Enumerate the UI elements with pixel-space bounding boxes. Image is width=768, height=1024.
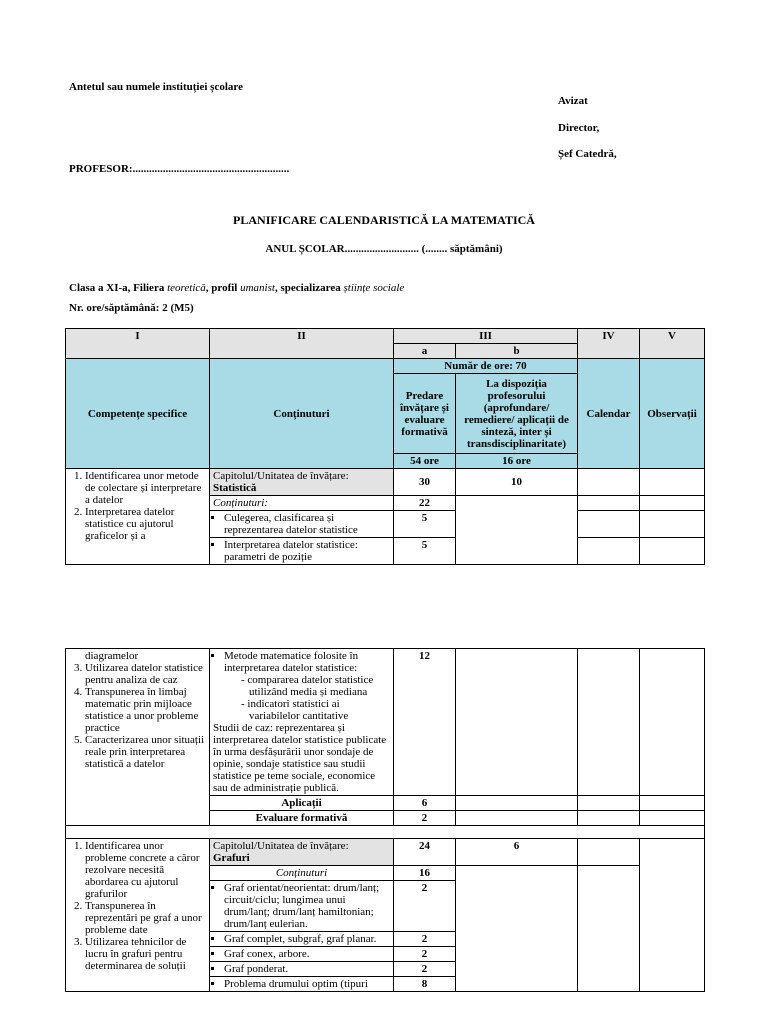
- content-item-hours: 5: [394, 538, 456, 565]
- content-item-text: ▪ Problema drumului optim (tipuri: [224, 978, 390, 990]
- nr-ore-header: Număr de ore: 70: [394, 359, 578, 374]
- observatii-header: Observații: [640, 359, 705, 469]
- content-item-text: ▪ Graf conex, arbore.: [224, 948, 390, 960]
- content-item-hours: 2: [394, 962, 456, 977]
- competente-header: Competențe specifice: [66, 359, 210, 469]
- chapter-cell-statistica: [210, 469, 394, 496]
- chapter-label: Capitolul/Unitatea de învățare:: [213, 470, 349, 482]
- col-iii-header: III: [394, 329, 578, 344]
- content-item-text: ▪ Culegerea, clasificarea și reprezentarea datelor statistice: [224, 512, 390, 536]
- empty-b-cell: [456, 649, 578, 796]
- competente-cell-2: [66, 649, 210, 826]
- observatii-cell: [640, 649, 705, 796]
- studiu-de-caz: Studii de caz: reprezentarea și interpretarea datelor statistice publicate în urma desfășurării unor sondaje de opinie, sondaje statistice sau studii statistice pe teme sociale, economice sau de administrație publică.: [213, 722, 387, 794]
- continuturi-hours: 16: [394, 866, 456, 881]
- school-year-line: ANUL ȘCOLAR........................... (........ săptămâni): [265, 243, 503, 255]
- empty-b-cell: [456, 496, 578, 565]
- calendar-cell: [578, 649, 640, 796]
- content-item-hours: 2: [394, 947, 456, 962]
- observatii-cell: [640, 538, 705, 565]
- sub-item: - indicatori statistici ai variabilelor cantitative: [249, 698, 390, 722]
- content-item-hours: 12: [394, 649, 456, 796]
- chapter-hours-a: 30: [394, 469, 456, 496]
- dispozitia-header: La dispoziția profesorului (aprofundare/ remediere/ aplicații de sinteză, inter și transdisciplinaritate): [456, 374, 578, 454]
- col-a-header: a: [394, 344, 456, 359]
- chapter-name: Statistică: [213, 482, 257, 494]
- content-item-text: ▪ Graf ponderat.: [224, 963, 390, 975]
- content-item: [210, 538, 394, 565]
- chapter-cell-grafuri: [210, 839, 394, 866]
- sub-item: - compararea datelor statistice utilizând media și mediana: [249, 674, 390, 698]
- empty-b-cell: [456, 811, 578, 826]
- chapter-label: Capitolul/Unitatea de învățare:: [213, 840, 349, 852]
- profil-text: , profil: [205, 282, 241, 294]
- competenta-item: 2. Interpretarea datelor statistice cu ajutorul graficelor și a: [85, 506, 206, 542]
- calendar-cell: [578, 811, 640, 826]
- observatii-cell: [640, 811, 705, 826]
- col-v-header: V: [640, 329, 705, 359]
- competenta-item: 1. Identificarea unor probleme concrete a căror rezolvare necesită abordarea cu ajutorul grafurilor: [85, 840, 206, 900]
- competenta-item: 3. Utilizarea tehnicilor de lucru în grafuri pentru determinarea de soluții: [85, 936, 206, 972]
- document-title: PLANIFICARE CALENDARISTICĂ LA MATEMATICĂ: [233, 213, 535, 227]
- chapter-hours-b: 10: [456, 469, 578, 496]
- observatii-cell: [640, 496, 705, 511]
- calendar-cell: [578, 511, 640, 538]
- calendar-header: Calendar: [578, 359, 640, 469]
- content-item-hours: 5: [394, 511, 456, 538]
- competenta-item: 2. Transpunerea în reprezentări pe graf a unor probleme date: [85, 900, 206, 936]
- ore-a-total: 54 ore: [394, 454, 456, 469]
- content-item-text: ▪ Metode matematice folosite în interpretarea datelor statistice:: [224, 650, 390, 674]
- specializare-text: , specializarea: [274, 282, 344, 294]
- institution-name: Antetul sau numele instituției școlare: [69, 81, 243, 93]
- ore-b-total: 16 ore: [456, 454, 578, 469]
- competenta-item: 5. Caracterizarea unor situații reale prin interpretarea statistică a datelor: [85, 734, 206, 770]
- aplicatii-label: Aplicații: [210, 796, 394, 811]
- chapter-name: Grafuri: [213, 852, 250, 864]
- calendar-cell: [578, 866, 640, 992]
- separator-row: [66, 826, 705, 839]
- empty-b-cell: [456, 796, 578, 811]
- profesor-line: PROFESOR:.........................................................: [69, 163, 290, 175]
- calendar-cell: [578, 538, 640, 565]
- content-item-metode: [210, 649, 394, 796]
- content-item-hours: 2: [394, 881, 456, 932]
- avizat-label: Avizat: [558, 95, 588, 107]
- continuturi-hours: 22: [394, 496, 456, 511]
- calendar-cell: [578, 469, 640, 496]
- content-item-text: ▪ Graf orientat/neorientat: drum/lanț; circuit/ciclu; lungimea unui drum/lanț; drum/lanț hamiltonian; drum/lanț eulerian.: [224, 882, 390, 930]
- planning-table-part2: [65, 648, 705, 992]
- content-item: [210, 932, 394, 947]
- class-line: [69, 282, 404, 294]
- content-item-hours: 2: [394, 932, 456, 947]
- aplicatii-hours: 6: [394, 796, 456, 811]
- col-ii-header: II: [210, 329, 394, 359]
- chapter-hours-b: 6: [456, 839, 578, 866]
- content-item: [210, 947, 394, 962]
- specializare-value: științe sociale: [343, 282, 405, 294]
- content-item-text: ▪ Graf complet, subgraf, graf planar.: [224, 933, 390, 945]
- competenta-item: 4. Transpunerea în limbaj matematic prin mijloace statistice a unor probleme practice: [85, 686, 206, 734]
- content-item: [210, 881, 394, 932]
- continuturi-label: Conținuturi: [210, 866, 394, 881]
- col-i-header: I: [66, 329, 210, 359]
- class-text: Clasa a XI-a, Filiera: [69, 282, 168, 294]
- director-label: Director,: [558, 122, 600, 134]
- sef-catedra-label: Șef Catedră,: [558, 148, 617, 160]
- col-iv-header: IV: [578, 329, 640, 359]
- competenta-item: 1. Identificarea unor metode de colectare și interpretare a datelor: [85, 470, 206, 506]
- calendar-cell: [578, 839, 640, 866]
- calendar-cell: [578, 496, 640, 511]
- content-item-hours: 8: [394, 977, 456, 992]
- observatii-cell: [640, 839, 705, 992]
- content-item: [210, 511, 394, 538]
- competenta-continuation: diagramelor: [85, 650, 139, 662]
- empty-b-cell: [456, 866, 578, 992]
- competenta-item: 3. Utilizarea datelor statistice pentru analiza de caz: [85, 662, 206, 686]
- chapter-hours-a: 24: [394, 839, 456, 866]
- continuturi-header: Conținuturi: [210, 359, 394, 469]
- calendar-cell: [578, 796, 640, 811]
- col-b-header: b: [456, 344, 578, 359]
- continuturi-label: Conținuturi:: [210, 496, 394, 511]
- content-item: [210, 962, 394, 977]
- observatii-cell: [640, 469, 705, 496]
- evaluare-hours: 2: [394, 811, 456, 826]
- content-item-text: ▪ Interpretarea datelor statistice: parametri de poziție: [224, 539, 390, 563]
- hours-per-week: Nr. ore/săptămână: 2 (M5): [69, 302, 194, 314]
- evaluare-label: Evaluare formativă: [210, 811, 394, 826]
- observatii-cell: [640, 796, 705, 811]
- competente-cell-3: [66, 839, 210, 992]
- filiera-value: teoretică: [167, 282, 206, 294]
- competente-cell-1: [66, 469, 210, 565]
- predare-header: Predare învățare și evaluare formativă: [394, 374, 456, 454]
- observatii-cell: [640, 511, 705, 538]
- profil-value: umanist: [240, 282, 275, 294]
- content-item: [210, 977, 394, 992]
- planning-table-part1: [65, 328, 705, 565]
